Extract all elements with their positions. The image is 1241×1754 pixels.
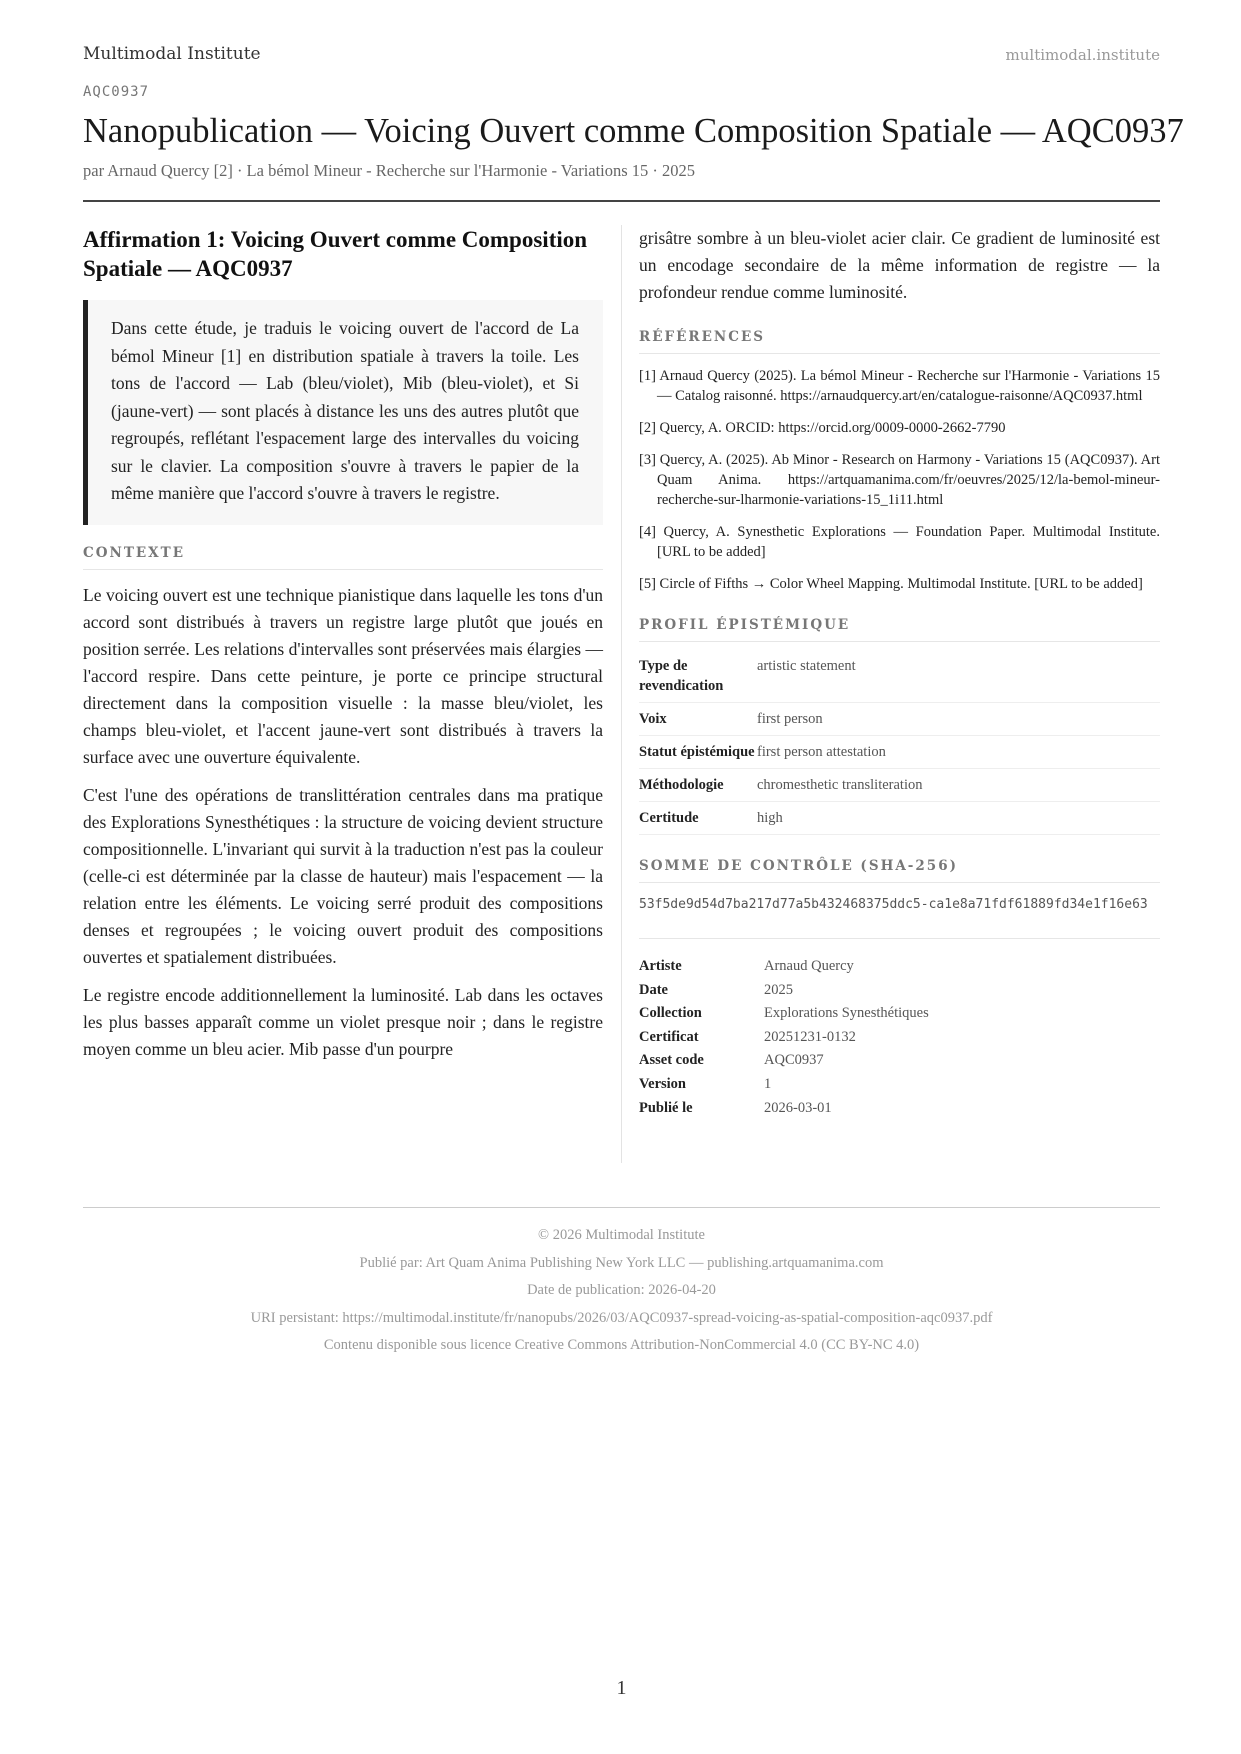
right-column: [639, 225, 1160, 1120]
metadata-key: Collection: [639, 1005, 702, 1022]
references-heading: RÉFÉRENCES: [639, 329, 1160, 354]
context-continuation: grisâtre sombre à un bleu-violet acier clair. Ce gradient de luminosité est un encodage secondaire de la même information de registre — la profondeur rendue comme luminosité.: [639, 228, 1160, 302]
checksum-heading: SOMME DE CONTRÔLE (SHA-256): [639, 858, 1160, 883]
table-row: [639, 1049, 1160, 1073]
claim-quote: Dans cette étude, je traduis le voicing ouvert de l'accord de La bémol Mineur [1] en distribution spatiale à travers la toile. Les tons de l'accord — Lab (bleu/violet), Mib (bleu-violet), et Si (jaune-vert) — sont placés à distance les uns des autres plutôt que regroupés, reflétant l'espacement large des intervalles du voicing sur le clavier. La composition s'ouvre à travers le papier de la même manière que l'accord s'ouvre à travers le registre.: [83, 300, 603, 525]
page-title: Nanopublication — Voicing Ouvert comme Composition Spatiale — AQC0937: [83, 112, 1184, 150]
metadata-value: Arnaud Quercy: [764, 958, 854, 974]
running-header: [83, 44, 1160, 68]
footer-persistent-uri[interactable]: URI persistant: https://multimodal.institute/fr/nanopubs/2026/03/AQC0937-spread-voicing-as-spatial-composition-aqc0937.pdf: [250, 1309, 993, 1326]
reference-item: [5] Circle of Fifths → Color Wheel Mapping. Multimodal Institute. [URL to be added]: [639, 576, 1143, 592]
page-number: 1: [616, 1677, 627, 1699]
reference-item[interactable]: [2] Quercy, A. ORCID: https://orcid.org/0009-0000-2662-7790: [639, 420, 1006, 436]
footer-license: Contenu disponible sous licence Creative Commons Attribution-NonCommercial 4.0 (CC BY-NC 4.0): [323, 1337, 920, 1353]
metadata-key: Asset code: [639, 1052, 704, 1069]
references-list: [639, 366, 1160, 594]
epistemic-key: Voix: [639, 703, 757, 736]
context-paragraph: C'est l'une des opérations de translittération centrales dans ma pratique des Explorations Synesthétiques : la structure de voicing devient structure compositionnelle. L'invariant qui survit à la traduction n'est pas la couleur (celle-ci est déterminée par la classe de hauteur) mais l'espacement — la relation entre les éléments. Le voicing serré produit des compositions denses et regroupées ; le voicing ouvert produit des compositions ouvertes et spatialement distribuées.: [83, 784, 603, 967]
footer-copyright: © 2026 Multimodal Institute: [538, 1227, 705, 1243]
context-heading: CONTEXTE: [83, 545, 603, 570]
epistemic-key: Certitude: [639, 802, 757, 835]
footer-publisher[interactable]: Publié par: Art Quam Anima Publishing New York LLC — publishing.artquamanima.com: [359, 1254, 884, 1271]
byline: par Arnaud Quercy [2] · La bémol Mineur - Recherche sur l'Harmonie - Variations 15 · 2025: [83, 161, 696, 180]
epistemic-key: Statut épistémique: [639, 736, 757, 769]
epistemic-value: high: [757, 802, 1160, 835]
asset-code: AQC0937: [83, 84, 150, 100]
metadata-key: Date: [639, 981, 668, 998]
epistemic-value: first person attestation: [757, 736, 1160, 769]
metadata-value: 1: [764, 1075, 772, 1092]
epistemic-value: chromesthetic transliteration: [757, 769, 1160, 802]
institute-name: Multimodal Institute: [83, 44, 261, 64]
metadata-key: Publié le: [639, 1099, 693, 1116]
context-paragraph: Le voicing ouvert est une technique pianistique dans laquelle les tons d'un accord sont distribués à travers un registre large plutôt que joués en position serrée. Les relations d'intervalles sont préservées mais élargies — l'accord respire. Dans cette peinture, je porte ce principe structural directement dans la composition visuelle : la masse bleu/violet, les champs bleu-violet, et l'accent jaune-vert sont distribués à travers la surface avec une ouverture équivalente.: [83, 584, 603, 767]
metadata-value: 20251231-0132: [764, 1028, 856, 1045]
footer-publication-date: Date de publication: 2026-04-20: [527, 1282, 716, 1298]
table-row: [639, 1026, 1160, 1050]
metadata-value: 2025: [764, 981, 793, 998]
epistemic-key: Méthodologie: [639, 769, 757, 802]
epistemic-table: [639, 650, 1160, 835]
claim-heading: Affirmation 1: Voicing Ouvert comme Composition Spatiale — AQC0937: [83, 227, 588, 281]
metadata-value: Explorations Synesthétiques: [764, 1005, 929, 1022]
table-row: [639, 979, 1160, 1003]
table-row: [639, 955, 1160, 979]
reference-item: [4] Quercy, A. Synesthetic Explorations — Foundation Paper. Multimodal Institute. [URL to be added]: [639, 524, 1160, 560]
epistemic-heading: PROFIL ÉPISTÉMIQUE: [639, 617, 1160, 642]
table-row: [639, 1097, 1160, 1121]
column-divider: [621, 225, 622, 1163]
metadata-value: 2026-03-01: [764, 1099, 832, 1116]
metadata-key: Artiste: [639, 958, 682, 974]
left-column: [83, 225, 603, 1074]
epistemic-value: first person: [757, 703, 1160, 736]
site-link[interactable]: multimodal.institute: [1005, 46, 1160, 64]
header-divider: [83, 200, 1160, 202]
epistemic-value: artistic statement: [757, 650, 1160, 703]
reference-item[interactable]: [1] Arnaud Quercy (2025). La bémol Mineur - Recherche sur l'Harmonie - Variations 15 — Catalog raisonné. https://arnaudquercy.art/en/catalogue-raisonne/AQC0937.html: [639, 368, 1160, 404]
checksum-value: 53f5de9d54d7ba217d77a5b432468375ddc5-ca1e8a71fdf61889fd34e1f16e63: [639, 895, 1160, 939]
table-row: [639, 802, 1160, 835]
epistemic-key: Type de revendication: [639, 650, 757, 703]
metadata-key: Certificat: [639, 1028, 699, 1045]
table-row: [639, 736, 1160, 769]
metadata-key: Version: [639, 1075, 686, 1092]
table-row: [639, 650, 1160, 703]
metadata-table: [639, 955, 1160, 1120]
table-row: [639, 1073, 1160, 1097]
table-row: [639, 769, 1160, 802]
reference-item[interactable]: [3] Quercy, A. (2025). Ab Minor - Research on Harmony - Variations 15 (AQC0937). Art Quam Anima. https://artquamanima.com/fr/oeuvres/2025/12/la-bemol-mineur-recherche-sur-lharmonie-variations-15_1i11.html: [639, 452, 1160, 508]
table-row: [639, 1002, 1160, 1026]
context-paragraph: Le registre encode additionnellement la luminosité. Lab dans les octaves les plus basses apparaît comme un violet presque noir ; dans le registre moyen comme un bleu acier. Mib passe d'un pourpre: [83, 984, 603, 1059]
table-row: [639, 703, 1160, 736]
metadata-value: AQC0937: [764, 1052, 824, 1069]
page-footer: [83, 1207, 1160, 1363]
